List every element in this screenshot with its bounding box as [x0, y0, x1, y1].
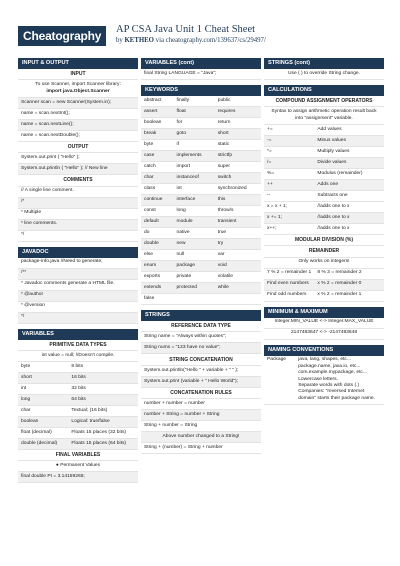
type-name: short — [18, 372, 68, 383]
minmax-line: Integer.MIN_VALUE <-> Integer.MAX_VALUE — [264, 318, 384, 329]
input-output-section — [18, 58, 138, 242]
keyword: instanceof — [174, 173, 215, 184]
type-size: Floats 15 places (64 bits) — [68, 438, 138, 449]
calculations-section — [264, 85, 384, 302]
rules-row: number + number = number — [141, 399, 261, 410]
operator-desc: Add values — [314, 125, 384, 136]
keyword: super — [215, 162, 261, 173]
table-row — [264, 202, 384, 213]
table-row — [141, 239, 261, 250]
section-header: MINIMUM & MAXIMUM — [264, 307, 384, 318]
output-row: System.out.println ( "Hello" ); // New line — [18, 164, 138, 175]
increment-comment: //adds one to x — [314, 212, 384, 223]
comment-row: * Multiple — [18, 209, 138, 220]
table-row — [141, 129, 261, 140]
header — [0, 0, 400, 50]
table-row — [264, 125, 384, 136]
keyword: char — [141, 173, 174, 184]
table-row — [264, 356, 384, 405]
table-row — [264, 179, 384, 190]
operator-desc: Minus values — [314, 135, 384, 146]
increment-code: x++; — [264, 223, 314, 234]
remainder-intro: Only works on integers! — [264, 258, 384, 269]
table-row — [141, 173, 261, 184]
keyword: native — [174, 228, 215, 239]
type-size: 64 bits — [68, 394, 138, 405]
table-row — [264, 157, 384, 168]
section-header: STRINGS — [141, 310, 261, 321]
section-header: STRINGS (cont) — [264, 58, 384, 69]
keyword: enum — [141, 261, 174, 272]
ref-row: String name = "Always within quotes"; — [141, 332, 261, 343]
keyword — [215, 294, 261, 305]
table-row — [18, 438, 138, 449]
increment-code: x += 1; — [264, 212, 314, 223]
concat-row: System.out.println("Hello " + variable + " " ); — [141, 366, 261, 377]
table-row — [18, 383, 138, 394]
keywords-section — [141, 85, 261, 305]
table-row — [18, 405, 138, 416]
concat-row: System.out.print (variable + " Hello World"); — [141, 377, 261, 388]
modular-heading: MODULAR DIVISION (%) — [264, 235, 384, 246]
table-row — [264, 146, 384, 157]
keyword: goto — [174, 129, 215, 140]
type-size: Floats 15 places (32 bits) — [68, 427, 138, 438]
primitive-heading: PRIMITIVE DATA TYPES — [18, 340, 138, 351]
keyword: for — [174, 118, 215, 129]
keyword: switch — [215, 173, 261, 184]
keyword: static — [215, 140, 261, 151]
keyword: synchronized — [215, 184, 261, 195]
rules-row: String + (number) = String + number — [141, 443, 261, 454]
input-line-1: To use Scanner, import Scanner library: — [35, 82, 121, 88]
naming-line: Companies: "reversed Internet domain" starts their package name. — [298, 389, 375, 401]
compound-heading: COMPOUND ASSIGNMENT OPERATORS — [264, 96, 384, 107]
table-row — [264, 135, 384, 146]
cheatography-logo[interactable]: Cheatography — [18, 26, 106, 46]
table-row — [18, 416, 138, 427]
keyword: implements — [174, 151, 215, 162]
keyword: abstract — [141, 96, 174, 107]
rules-row: number + String = number + String — [141, 410, 261, 421]
page-subtitle — [116, 37, 266, 44]
increment-comment: //adds one to x — [314, 202, 384, 213]
type-size: Textual; (16 bits) — [68, 405, 138, 416]
comments-heading: COMMENTS — [18, 175, 138, 186]
primitive-types-table — [18, 362, 138, 450]
final-example: final double PI = 3.14159265; — [18, 472, 138, 483]
keyword: while — [215, 283, 261, 294]
ref-row: String nums = "123 have no value"; — [141, 343, 261, 354]
javadoc-row: * @author — [18, 291, 138, 302]
column-2 — [141, 58, 261, 459]
remainder-key: Find odd numbers — [264, 290, 314, 301]
naming-section — [264, 345, 384, 405]
keyword: do — [141, 228, 174, 239]
keyword: interface — [174, 195, 215, 206]
keyword: private — [174, 272, 215, 283]
naming-line: com.example.mypackage, etc... — [298, 370, 367, 376]
remainder-val: 8 % 3 = remainder 2 — [314, 269, 384, 280]
minmax-line: 2147483647 <-> -2147483648 — [264, 329, 384, 340]
table-row — [141, 107, 261, 118]
keyword: byte — [141, 140, 174, 151]
scanner-row: name = scan.nextLine(); — [18, 120, 138, 131]
section-header: JAVADOC — [18, 247, 138, 258]
javadoc-row: * @version — [18, 302, 138, 313]
input-heading: INPUT — [18, 69, 138, 80]
naming-line: package.name, java.io, etc... — [298, 363, 361, 369]
comment-row: /* — [18, 198, 138, 209]
table-row — [141, 217, 261, 228]
keyword: short — [215, 129, 261, 140]
operator-desc: Subtracts one — [314, 190, 384, 201]
keyword: continue — [141, 195, 174, 206]
keyword: finally — [174, 96, 215, 107]
author-link[interactable]: KETHEO — [124, 37, 154, 44]
table-row — [18, 362, 138, 373]
keyword: try — [215, 239, 261, 250]
declaration-row: int value = null; //Doesn't compile. — [18, 351, 138, 362]
section-header: NAMING CONVENTIONS — [264, 345, 384, 356]
remainder-val: x % 2 = remainder 1 — [314, 290, 384, 301]
keyword: exports — [141, 272, 174, 283]
section-header: KEYWORDS — [141, 85, 261, 96]
operators-table — [264, 125, 384, 202]
table-row — [141, 184, 261, 195]
operator-desc: Multiply values — [314, 146, 384, 157]
keyword: assert — [141, 107, 174, 118]
type-name: float (decimal) — [18, 427, 68, 438]
keyword: throw/s — [215, 206, 261, 217]
section-header: VARIABLES — [18, 329, 138, 340]
keyword: double — [141, 239, 174, 250]
keyword: break — [141, 129, 174, 140]
ref-heading: REFERENCE DATA TYPE — [141, 321, 261, 332]
type-size: Logical: true/false — [68, 416, 138, 427]
table-row — [18, 372, 138, 383]
javadoc-row: /** — [18, 269, 138, 280]
increment-code: x = x + 1; — [264, 202, 314, 213]
final-heading: FINAL VARIABLES — [18, 450, 138, 461]
keyword: this — [215, 195, 261, 206]
keyword: protected — [174, 283, 215, 294]
naming-line: java, lang, shapes, etc... — [298, 357, 351, 363]
type-name: boolean — [18, 416, 68, 427]
operator-desc: Divide values — [314, 157, 384, 168]
strings-section — [141, 310, 261, 454]
keyword: void — [215, 261, 261, 272]
type-name: int — [18, 383, 68, 394]
section-header: INPUT & OUTPUT — [18, 58, 138, 69]
keyword: null — [174, 250, 215, 261]
javadoc-row: * Javadoc comments generate a HTML file. — [18, 280, 138, 291]
table-row — [141, 250, 261, 261]
keyword: long — [174, 206, 215, 217]
javadoc-row: package-info.java //Need to generate; — [18, 258, 138, 269]
column-1 — [18, 58, 138, 488]
section-header: CALCULATIONS — [264, 85, 384, 96]
naming-table — [264, 356, 384, 405]
via-text[interactable]: via cheatography.com/139637/cs/29497/ — [155, 37, 266, 44]
table-row — [264, 290, 384, 301]
variables-cont-section — [141, 58, 261, 80]
variables-section — [18, 329, 138, 484]
comment-row: * line comments. — [18, 220, 138, 231]
final-note — [18, 461, 138, 472]
operator-desc: Modulus (remainder) — [314, 168, 384, 179]
naming-label: Package — [264, 356, 295, 405]
table-row — [141, 96, 261, 107]
keyword: package — [174, 261, 215, 272]
remainder-table — [264, 269, 384, 302]
table-row — [141, 261, 261, 272]
comment-row: */ — [18, 231, 138, 242]
naming-line: Separate words with dots (.) — [298, 382, 360, 388]
operator: ++ — [264, 179, 314, 190]
strings-cont-section — [264, 58, 384, 80]
column-3 — [264, 58, 384, 410]
type-name: long — [18, 394, 68, 405]
keyword: else — [141, 250, 174, 261]
keyword: requires — [215, 107, 261, 118]
table-row — [141, 162, 261, 173]
keyword: case — [141, 151, 174, 162]
remainder-key: 7 % 2 = remainder 1 — [264, 269, 314, 280]
rules-row: String + number = String — [141, 421, 261, 432]
keyword: int — [174, 184, 215, 195]
table-row — [141, 206, 261, 217]
keywords-table — [141, 96, 261, 305]
type-name: byte — [18, 362, 68, 373]
keyword: extends — [141, 283, 174, 294]
table-row — [141, 151, 261, 162]
table-row — [141, 118, 261, 129]
strings-cont-row: Use ( ) to override String change. — [264, 69, 384, 80]
type-name: char — [18, 405, 68, 416]
final-note-text: Permanent Values — [60, 463, 101, 469]
rules-note: Above number changed to a String! — [141, 432, 261, 443]
rules-heading: CONCATENATION RULES — [141, 388, 261, 399]
table-row — [18, 394, 138, 405]
keyword: return — [215, 118, 261, 129]
table-row — [141, 294, 261, 305]
keyword: float — [174, 107, 215, 118]
input-line — [18, 80, 138, 97]
scanner-row: name = scan.nextDouble(); — [18, 131, 138, 142]
concat-heading: STRING CONCATENATION — [141, 354, 261, 365]
table-row — [18, 427, 138, 438]
scanner-row: Scanner scan = new Scanner(System.in); — [18, 98, 138, 109]
type-size: 16 bits — [68, 372, 138, 383]
increment-comment: //adds one to x — [314, 223, 384, 234]
table-row — [141, 283, 261, 294]
type-name: double (decimal) — [18, 438, 68, 449]
table-row — [264, 190, 384, 201]
variables-cont-row: final String LANGUAGE = "Java"; — [141, 69, 261, 80]
keyword: volatile — [215, 272, 261, 283]
by-text: by — [116, 37, 123, 44]
table-row — [264, 212, 384, 223]
table-row — [264, 269, 384, 280]
section-header: VARIABLES (cont) — [141, 58, 261, 69]
operator: *= — [264, 146, 314, 157]
operator: %= — [264, 168, 314, 179]
bullet-icon: ● — [55, 463, 61, 469]
type-size: 8 bits — [68, 362, 138, 373]
keyword: class — [141, 184, 174, 195]
table-row — [264, 168, 384, 179]
table-row — [141, 272, 261, 283]
keyword: transient — [215, 217, 261, 228]
type-size: 32 bits — [68, 383, 138, 394]
scanner-row: name = scan.nextInt(); — [18, 109, 138, 120]
table-row — [264, 223, 384, 234]
operator: -= — [264, 135, 314, 146]
javadoc-section — [18, 247, 138, 324]
keyword: module — [174, 217, 215, 228]
increment-table — [264, 202, 384, 235]
keyword: public — [215, 96, 261, 107]
keyword: const — [141, 206, 174, 217]
javadoc-row: */ — [18, 313, 138, 324]
keyword: true — [215, 228, 261, 239]
keyword: var — [215, 250, 261, 261]
remainder-heading: REMAINDER — [264, 246, 384, 257]
table-row — [264, 279, 384, 290]
keyword: false — [141, 294, 174, 305]
naming-line: Lowercase letters. — [298, 376, 338, 382]
operator-desc: Adds one — [314, 179, 384, 190]
minmax-section — [264, 307, 384, 340]
keyword: strictfp — [215, 151, 261, 162]
remainder-key: Find even numbers — [264, 279, 314, 290]
keyword: default — [141, 217, 174, 228]
operator: /= — [264, 157, 314, 168]
table-row — [141, 140, 261, 151]
output-row: System.out.print ( "Hello" ); — [18, 153, 138, 164]
keyword: if — [174, 140, 215, 151]
table-row — [141, 195, 261, 206]
operator: -- — [264, 190, 314, 201]
operator: += — [264, 125, 314, 136]
remainder-val: x % 2 = remainder 0 — [314, 279, 384, 290]
input-line-2: import java.Object.Scanner — [46, 88, 110, 94]
keyword: boolean — [141, 118, 174, 129]
keyword: catch — [141, 162, 174, 173]
naming-lines — [295, 356, 384, 405]
keyword: new — [174, 239, 215, 250]
page-title: AP CSA Java Unit 1 Cheat Sheet — [116, 24, 256, 35]
keyword — [174, 294, 215, 305]
compound-intro: Syntax to assign arithmetic operation result back into "assignment" variable. — [264, 107, 384, 124]
table-row — [141, 228, 261, 239]
output-heading: OUTPUT — [18, 142, 138, 153]
keyword: import — [174, 162, 215, 173]
comment-row: // A single line comment. — [18, 187, 138, 198]
